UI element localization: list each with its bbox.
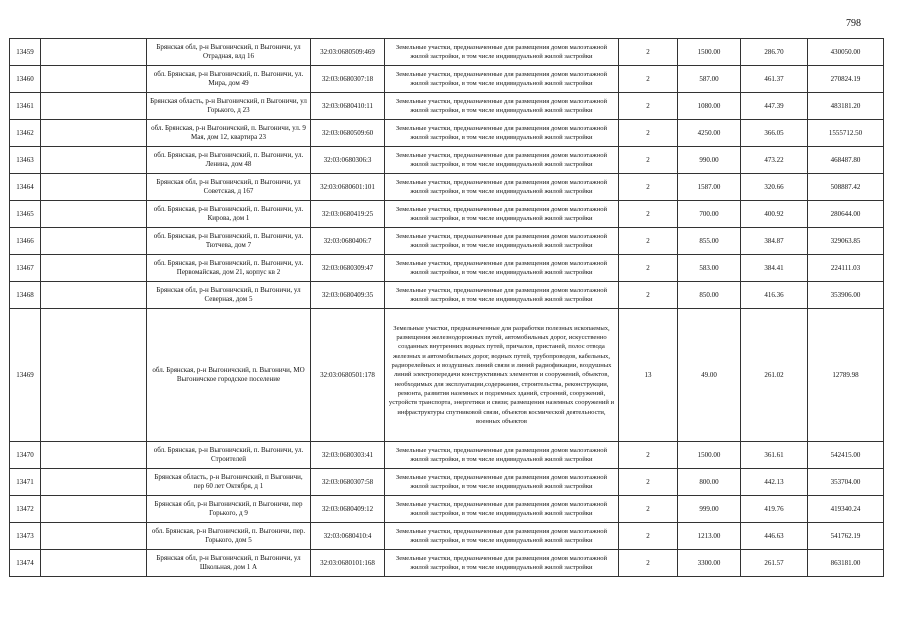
land-category-cell: Земельные участки, предназначенные для размещения домов малоэтажной жилой застройки, в том числе индивидуальной жилой застройки: [385, 93, 619, 120]
table-row: [10, 39, 884, 66]
specific-value-cell: 400.92: [741, 201, 808, 228]
empty-cell: [41, 120, 147, 147]
land-category-cell: Земельные участки, предназначенные для размещения домов малоэтажной жилой застройки, в том числе индивидуальной жилой застройки: [385, 174, 619, 201]
cadastral-number-cell: 32:03:0680307:18: [311, 66, 385, 93]
land-category-cell: Земельные участки, предназначенные для размещения домов малоэтажной жилой застройки, в том числе индивидуальной жилой застройки: [385, 496, 619, 523]
address-cell: Брянская обл, р-н Выгоничский, п Выгоничи, ул Отрадная, влд 16: [147, 39, 311, 66]
table-row: [10, 309, 884, 442]
row-number-cell: 13465: [10, 201, 41, 228]
address-cell: обл. Брянская, р-н Выгоничский, п. Выгоничи, ул. Кирова, дом 1: [147, 201, 311, 228]
specific-value-cell: 261.57: [741, 550, 808, 577]
land-category-cell: Земельные участки, предназначенные для размещения домов малоэтажной жилой застройки, в том числе индивидуальной жилой застройки: [385, 282, 619, 309]
address-cell: обл. Брянская, р-н Выгоничский, п. Выгоничи, ул. Мира, дом 49: [147, 66, 311, 93]
specific-value-cell: 261.02: [741, 309, 808, 442]
land-category-cell: Земельные участки, предназначенные для размещения домов малоэтажной жилой застройки, в том числе индивидуальной жилой застройки: [385, 442, 619, 469]
cadastral-value-cell: 12789.98: [808, 309, 884, 442]
empty-cell: [41, 147, 147, 174]
empty-cell: [41, 39, 147, 66]
area-cell: 990.00: [678, 147, 741, 174]
group-code-cell: 2: [619, 228, 678, 255]
cadastral-value-cell: 508887.42: [808, 174, 884, 201]
empty-cell: [41, 228, 147, 255]
cadastral-number-cell: 32:03:0680306:3: [311, 147, 385, 174]
specific-value-cell: 320.66: [741, 174, 808, 201]
cadastral-number-cell: 32:03:0680601:101: [311, 174, 385, 201]
cadastral-number-cell: 32:03:0680509:60: [311, 120, 385, 147]
address-cell: Брянская обл, р-н Выгоничский, п Выгоничи, ул Школьная, дом 1 А: [147, 550, 311, 577]
group-code-cell: 2: [619, 496, 678, 523]
cadastral-number-cell: 32:03:0680409:35: [311, 282, 385, 309]
row-number-cell: 13459: [10, 39, 41, 66]
area-cell: 1080.00: [678, 93, 741, 120]
specific-value-cell: 461.37: [741, 66, 808, 93]
cadastral-number-cell: 32:03:0680303:41: [311, 442, 385, 469]
area-cell: 587.00: [678, 66, 741, 93]
row-number-cell: 13473: [10, 523, 41, 550]
specific-value-cell: 447.39: [741, 93, 808, 120]
group-code-cell: 2: [619, 39, 678, 66]
table-row: [10, 147, 884, 174]
land-category-cell: Земельные участки, предназначенные для разработки полезных ископаемых, размещения железнодорожных путей, автомобильных дорог, искусственно созданных внутренних водных путей, причалов, пристаней, полос отвода железных и автомобильных дорог, водных путей, трубопроводов, кабельных, радиорелейных и воздушных линий связи и линий радиофикации, воздушных линий электропередачи конструктивных элементов и сооружений, объектов, необходимых для эксплуатации,содержания, строительства, реконструкции, ремонта, развития наземных и подземных зданий, строений, сооружений, устройств транспорта, энергетики и связи; размещения наземных сооружений и инфраструктуры спутниковой связи, объектов космической деятельности, военных объектов: [385, 309, 619, 442]
land-category-cell: Земельные участки, предназначенные для размещения домов малоэтажной жилой застройки, в том числе индивидуальной жилой застройки: [385, 228, 619, 255]
cadastral-value-cell: 353906.00: [808, 282, 884, 309]
address-cell: обл. Брянская, р-н Выгоничский, п. Выгоничи, ул. Тютчева, дом 7: [147, 228, 311, 255]
group-code-cell: 2: [619, 201, 678, 228]
empty-cell: [41, 282, 147, 309]
cadastral-value-cell: 419340.24: [808, 496, 884, 523]
empty-cell: [41, 442, 147, 469]
table-row: [10, 201, 884, 228]
specific-value-cell: 442.13: [741, 469, 808, 496]
cadastral-number-cell: 32:03:0680410:11: [311, 93, 385, 120]
cadastral-number-cell: 32:03:0680509:469: [311, 39, 385, 66]
row-number-cell: 13469: [10, 309, 41, 442]
address-cell: Брянская область, р-н Выгоничский, п Выгоничи, ул Горького, д 23: [147, 93, 311, 120]
area-cell: 850.00: [678, 282, 741, 309]
address-cell: Брянская область, р-н Выгоничский, п Выгоничи, пер 60 лет Октября, д 1: [147, 469, 311, 496]
table-row: [10, 496, 884, 523]
table-body: [10, 39, 884, 577]
table-row: [10, 282, 884, 309]
row-number-cell: 13463: [10, 147, 41, 174]
address-cell: обл. Брянская, р-н Выгоничский, п. Выгоничи, МО Выгоничское городское поселение: [147, 309, 311, 442]
land-category-cell: Земельные участки, предназначенные для размещения домов малоэтажной жилой застройки, в том числе индивидуальной жилой застройки: [385, 550, 619, 577]
empty-cell: [41, 174, 147, 201]
empty-cell: [41, 93, 147, 120]
address-cell: Брянская обл, р-н Выгоничский, п Выгоничи, ул Советская, д 167: [147, 174, 311, 201]
group-code-cell: 2: [619, 174, 678, 201]
row-number-cell: 13460: [10, 66, 41, 93]
address-cell: Брянская обл, р-н Выгоничский, п Выгоничи, ул Северная, дом 5: [147, 282, 311, 309]
group-code-cell: 2: [619, 469, 678, 496]
group-code-cell: 13: [619, 309, 678, 442]
specific-value-cell: 384.41: [741, 255, 808, 282]
group-code-cell: 2: [619, 282, 678, 309]
area-cell: 1500.00: [678, 442, 741, 469]
row-number-cell: 13467: [10, 255, 41, 282]
address-cell: обл. Брянская, р-н Выгоничский, п. Выгоничи, ул. Ленина, дом 48: [147, 147, 311, 174]
land-category-cell: Земельные участки, предназначенные для размещения домов малоэтажной жилой застройки, в том числе индивидуальной жилой застройки: [385, 66, 619, 93]
address-cell: обл. Брянская, р-н Выгоничский, п. Выгоничи, ул. 9 Мая, дом 12, квартира 23: [147, 120, 311, 147]
row-number-cell: 13461: [10, 93, 41, 120]
specific-value-cell: 366.05: [741, 120, 808, 147]
area-cell: 49.00: [678, 309, 741, 442]
area-cell: 999.00: [678, 496, 741, 523]
empty-cell: [41, 550, 147, 577]
row-number-cell: 13464: [10, 174, 41, 201]
table-row: [10, 523, 884, 550]
cadastral-value-cell: 483181.20: [808, 93, 884, 120]
area-cell: 4250.00: [678, 120, 741, 147]
cadastral-number-cell: 32:03:0680409:12: [311, 496, 385, 523]
group-code-cell: 2: [619, 147, 678, 174]
cadastral-value-cell: 430050.00: [808, 39, 884, 66]
group-code-cell: 2: [619, 255, 678, 282]
cadastral-number-cell: 32:03:0680101:168: [311, 550, 385, 577]
land-category-cell: Земельные участки, предназначенные для размещения домов малоэтажной жилой застройки, в том числе индивидуальной жилой застройки: [385, 523, 619, 550]
row-number-cell: 13466: [10, 228, 41, 255]
specific-value-cell: 286.70: [741, 39, 808, 66]
specific-value-cell: 446.63: [741, 523, 808, 550]
group-code-cell: 2: [619, 523, 678, 550]
empty-cell: [41, 66, 147, 93]
table-row: [10, 174, 884, 201]
page-number: 798: [846, 18, 861, 29]
row-number-cell: 13468: [10, 282, 41, 309]
group-code-cell: 2: [619, 442, 678, 469]
address-cell: обл. Брянская, р-н Выгоничский, п. Выгоничи, пер. Горького, дом 5: [147, 523, 311, 550]
cadastral-number-cell: 32:03:0680309:47: [311, 255, 385, 282]
cadastral-value-cell: 468487.80: [808, 147, 884, 174]
specific-value-cell: 361.61: [741, 442, 808, 469]
empty-cell: [41, 201, 147, 228]
specific-value-cell: 384.87: [741, 228, 808, 255]
cadastral-value-cell: 541762.19: [808, 523, 884, 550]
cadastral-number-cell: 32:03:0680501:178: [311, 309, 385, 442]
empty-cell: [41, 469, 147, 496]
row-number-cell: 13462: [10, 120, 41, 147]
group-code-cell: 2: [619, 66, 678, 93]
group-code-cell: 2: [619, 120, 678, 147]
cadastral-value-cell: 863181.00: [808, 550, 884, 577]
address-cell: обл. Брянская, р-н Выгоничский, п. Выгоничи, ул. Первомайская, дом 21, корпус кв 2: [147, 255, 311, 282]
cadastral-value-cell: 280644.00: [808, 201, 884, 228]
empty-cell: [41, 309, 147, 442]
group-code-cell: 2: [619, 550, 678, 577]
row-number-cell: 13474: [10, 550, 41, 577]
cadastral-number-cell: 32:03:0680406:7: [311, 228, 385, 255]
area-cell: 800.00: [678, 469, 741, 496]
table-row: [10, 469, 884, 496]
land-category-cell: Земельные участки, предназначенные для размещения домов малоэтажной жилой застройки, в том числе индивидуальной жилой застройки: [385, 255, 619, 282]
table-row: [10, 255, 884, 282]
empty-cell: [41, 496, 147, 523]
area-cell: 583.00: [678, 255, 741, 282]
area-cell: 1587.00: [678, 174, 741, 201]
cadastral-value-cell: 1555712.50: [808, 120, 884, 147]
cadastral-value-cell: 353704.00: [808, 469, 884, 496]
row-number-cell: 13470: [10, 442, 41, 469]
empty-cell: [41, 523, 147, 550]
cadastral-value-cell: 329063.85: [808, 228, 884, 255]
empty-cell: [41, 255, 147, 282]
table-row: [10, 66, 884, 93]
cadastral-number-cell: 32:03:0680419:25: [311, 201, 385, 228]
cadastral-value-table: [9, 38, 884, 577]
table-row: [10, 550, 884, 577]
specific-value-cell: 416.36: [741, 282, 808, 309]
area-cell: 1213.00: [678, 523, 741, 550]
row-number-cell: 13471: [10, 469, 41, 496]
land-category-cell: Земельные участки, предназначенные для размещения домов малоэтажной жилой застройки, в том числе индивидуальной жилой застройки: [385, 201, 619, 228]
table-row: [10, 442, 884, 469]
cadastral-number-cell: 32:03:0680307:58: [311, 469, 385, 496]
table-row: [10, 228, 884, 255]
cadastral-number-cell: 32:03:0680410:4: [311, 523, 385, 550]
address-cell: Брянская обл, р-н Выгоничский, п Выгоничи, пер Горького, д 9: [147, 496, 311, 523]
table-row: [10, 120, 884, 147]
land-category-cell: Земельные участки, предназначенные для размещения домов малоэтажной жилой застройки, в том числе индивидуальной жилой застройки: [385, 120, 619, 147]
cadastral-value-cell: 270824.19: [808, 66, 884, 93]
land-category-cell: Земельные участки, предназначенные для размещения домов малоэтажной жилой застройки, в том числе индивидуальной жилой застройки: [385, 39, 619, 66]
row-number-cell: 13472: [10, 496, 41, 523]
specific-value-cell: 473.22: [741, 147, 808, 174]
table-row: [10, 93, 884, 120]
area-cell: 700.00: [678, 201, 741, 228]
cadastral-value-cell: 224111.03: [808, 255, 884, 282]
cadastral-value-cell: 542415.00: [808, 442, 884, 469]
land-category-cell: Земельные участки, предназначенные для размещения домов малоэтажной жилой застройки, в том числе индивидуальной жилой застройки: [385, 147, 619, 174]
group-code-cell: 2: [619, 93, 678, 120]
address-cell: обл. Брянская, р-н Выгоничский, п. Выгоничи, ул. Строителей: [147, 442, 311, 469]
area-cell: 855.00: [678, 228, 741, 255]
land-category-cell: Земельные участки, предназначенные для размещения домов малоэтажной жилой застройки, в том числе индивидуальной жилой застройки: [385, 469, 619, 496]
area-cell: 3300.00: [678, 550, 741, 577]
area-cell: 1500.00: [678, 39, 741, 66]
specific-value-cell: 419.76: [741, 496, 808, 523]
